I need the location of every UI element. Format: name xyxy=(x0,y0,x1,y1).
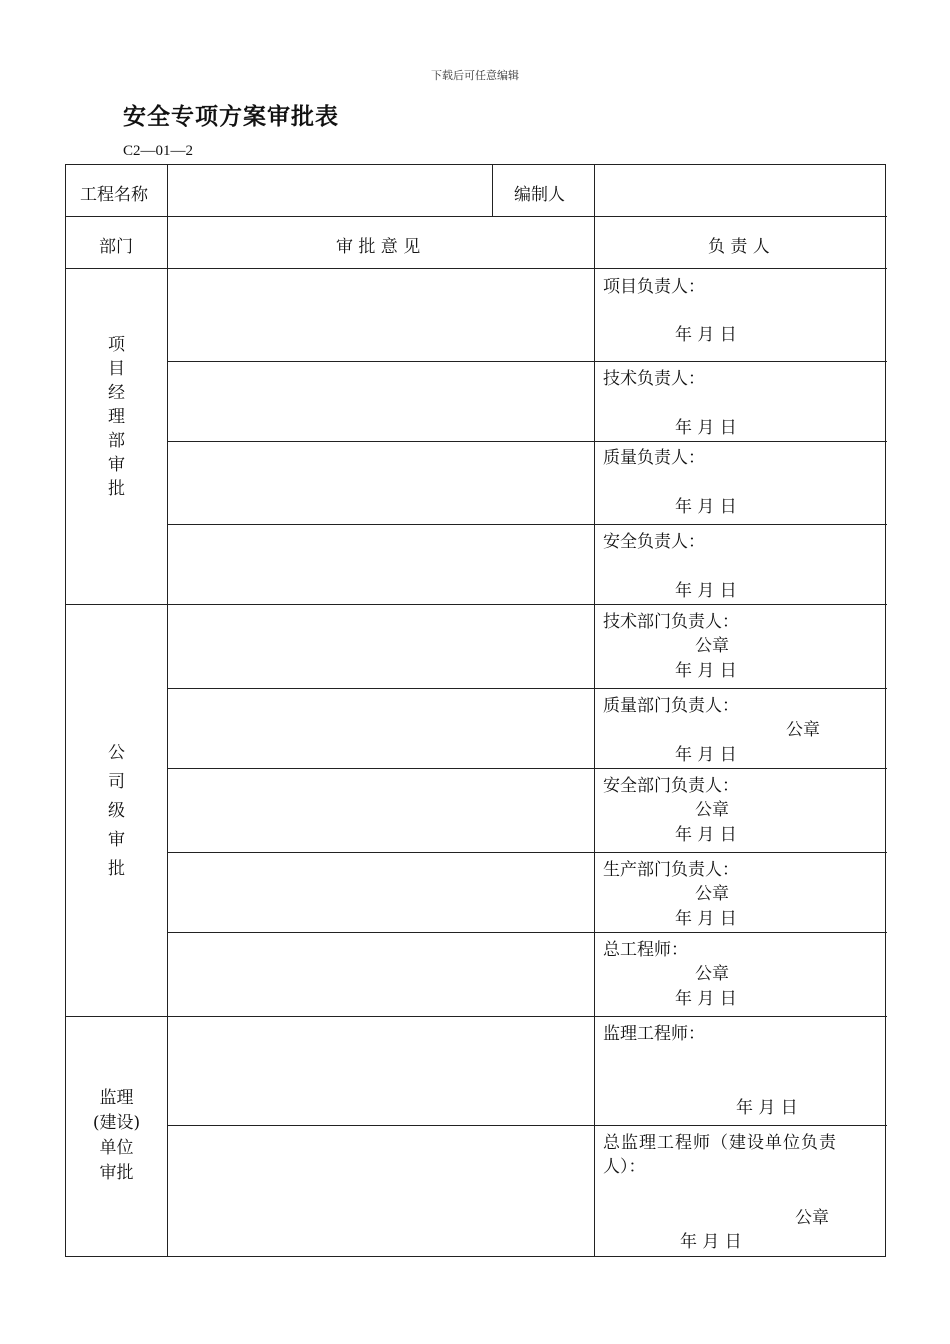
row-divider xyxy=(66,268,887,269)
seal-label: 公章 xyxy=(795,1208,829,1228)
date-field: 年 月 日 xyxy=(675,989,737,1009)
date-field: 年 月 日 xyxy=(675,581,737,601)
seal-label: 公章 xyxy=(695,884,729,904)
row-divider xyxy=(167,688,887,689)
page-title: 安全专项方案审批表 xyxy=(123,103,339,130)
date-field: 年 月 日 xyxy=(675,745,737,765)
seal-label: 公章 xyxy=(695,800,729,820)
row-divider xyxy=(167,441,887,442)
seal-label: 公章 xyxy=(695,636,729,656)
person-header: 负 责 人 xyxy=(708,237,770,257)
date-field: 年 月 日 xyxy=(675,497,737,517)
signer-tech-lead: 技术负责人： xyxy=(603,369,705,389)
approval-form-table xyxy=(65,164,886,1257)
date-field: 年 月 日 xyxy=(736,1098,798,1118)
row-divider xyxy=(167,768,887,769)
header-note: 下载后可任意编辑 xyxy=(431,69,519,82)
row-divider xyxy=(66,1016,887,1017)
column-divider xyxy=(492,165,493,216)
date-field: 年 月 日 xyxy=(675,661,737,681)
column-divider xyxy=(167,165,168,1256)
signer-tech-dept: 技术部门负责人： xyxy=(603,612,739,632)
row-divider xyxy=(167,852,887,853)
date-field: 年 月 日 xyxy=(675,825,737,845)
signer-project-manager: 项目负责人： xyxy=(603,277,705,297)
row-divider xyxy=(66,216,887,217)
company-group-label: 公 司 级 审 批 xyxy=(108,743,125,879)
signer-quality-dept: 质量部门负责人： xyxy=(603,696,739,716)
signer-chief-engineer: 总工程师： xyxy=(603,940,688,960)
signer-chief-supervisor: 总监理工程师（建设单位负责 xyxy=(603,1133,837,1153)
row-divider xyxy=(167,1125,887,1126)
form-code: C2—01—2 xyxy=(123,143,194,159)
date-field: 年 月 日 xyxy=(675,909,737,929)
signer-quality-lead: 质量负责人： xyxy=(603,448,705,468)
signer-safety-lead: 安全负责人： xyxy=(603,532,705,552)
signer-production-dept: 生产部门负责人： xyxy=(603,860,739,880)
date-field: 年 月 日 xyxy=(675,325,737,345)
signer-chief-supervisor-cont: 人）： xyxy=(603,1157,646,1177)
project-name-label: 工程名称 xyxy=(80,185,148,205)
row-divider xyxy=(167,524,887,525)
editor-label: 编制人 xyxy=(514,185,565,205)
dept-header: 部门 xyxy=(99,237,133,257)
signer-safety-dept: 安全部门负责人： xyxy=(603,776,739,796)
column-divider xyxy=(594,165,595,1256)
date-field: 年 月 日 xyxy=(675,418,737,438)
project-dept-group-label: 项 目 经 理 部 审 批 xyxy=(108,335,125,499)
row-divider xyxy=(167,361,887,362)
seal-label: 公章 xyxy=(786,720,820,740)
date-field: 年 月 日 xyxy=(680,1232,742,1252)
signer-supervising-engineer: 监理工程师： xyxy=(603,1024,705,1044)
opinion-header: 审 批 意 见 xyxy=(336,237,421,257)
row-divider xyxy=(167,932,887,933)
row-divider xyxy=(66,604,887,605)
supervision-group-label: 监理 (建设) 单位 审批 xyxy=(92,1088,141,1183)
seal-label: 公章 xyxy=(695,964,729,984)
